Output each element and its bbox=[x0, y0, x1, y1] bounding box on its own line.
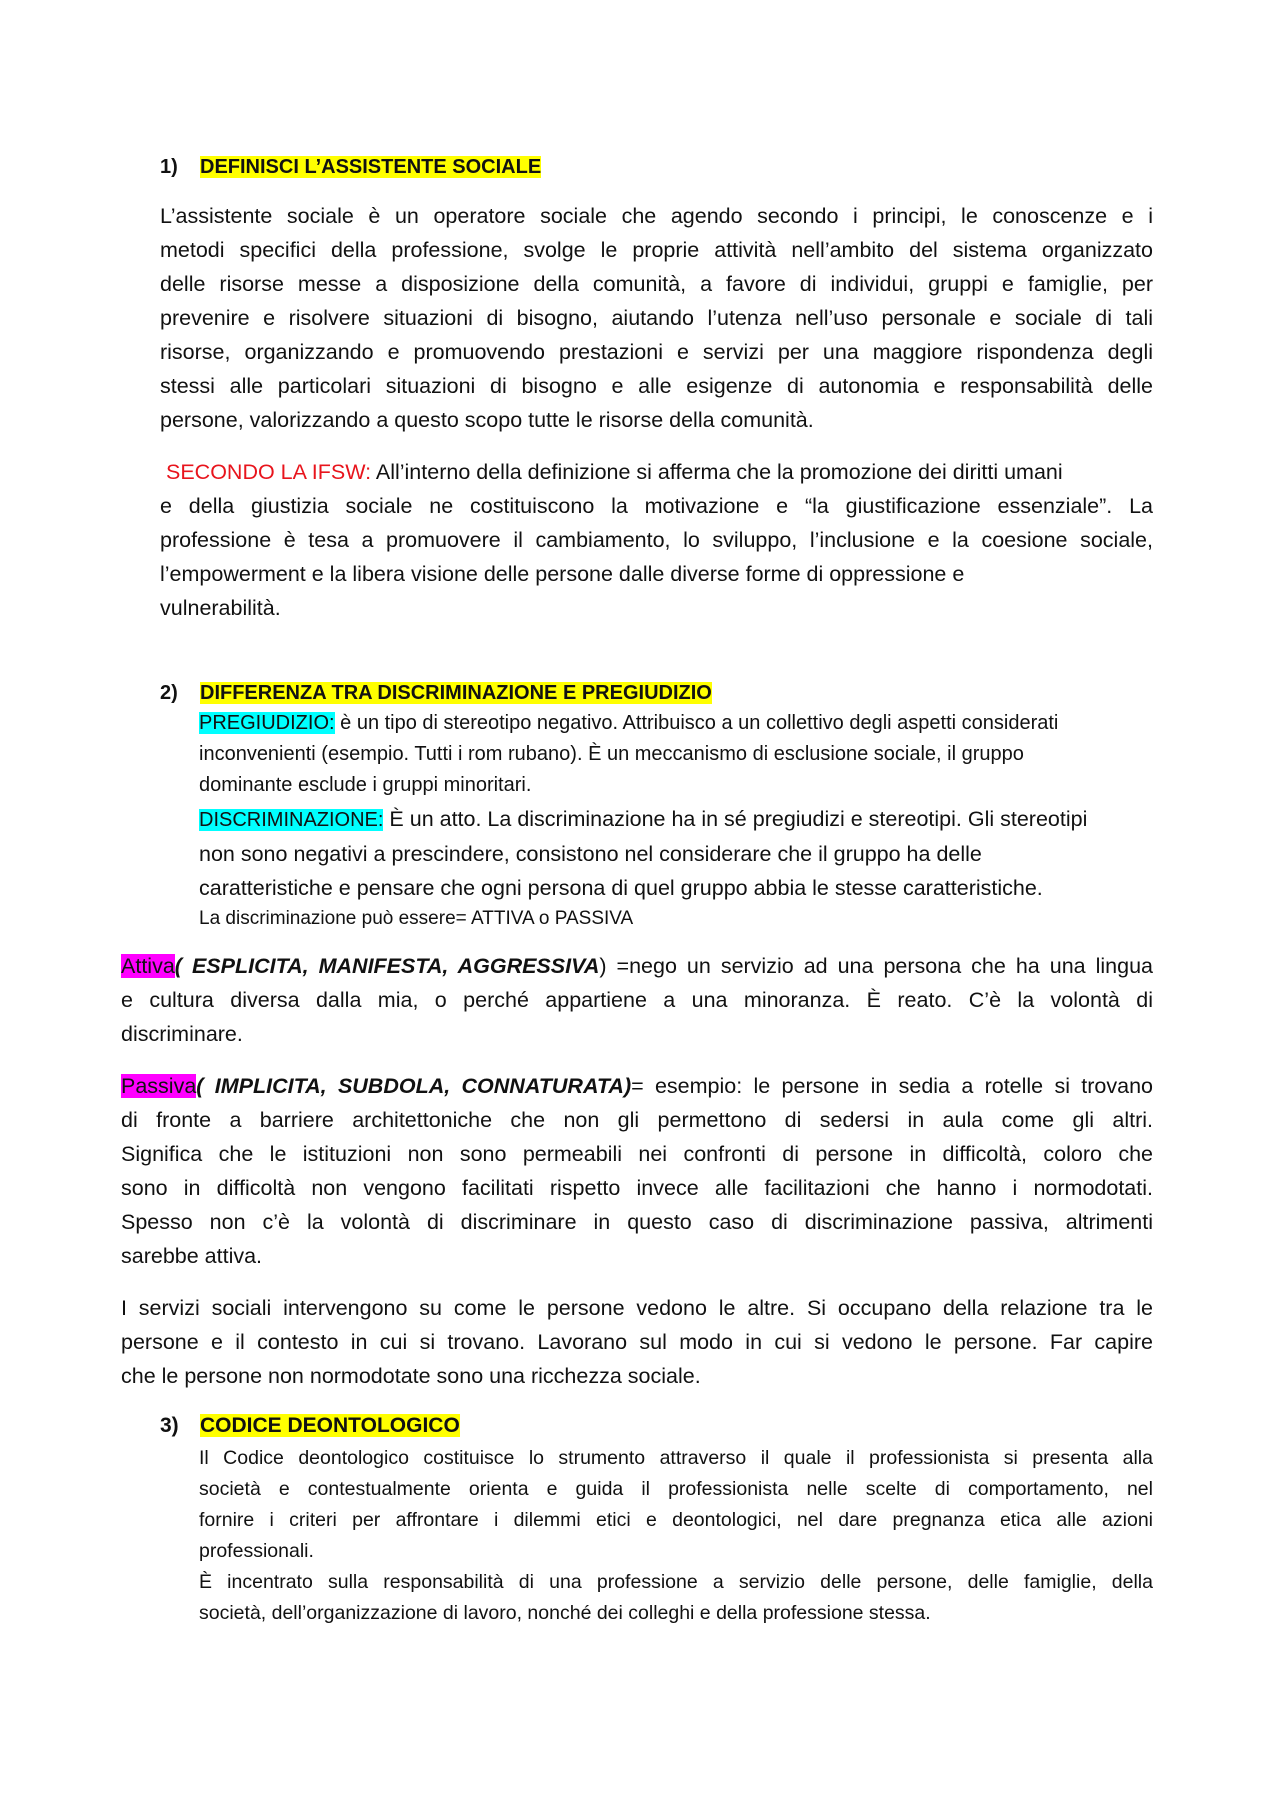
section-1-heading bbox=[160, 154, 541, 180]
passiva-first-line bbox=[121, 1069, 1153, 1103]
passiva-line: sarebbe attiva. bbox=[121, 1244, 263, 1268]
attiva-first-text: ) =nego un servizio ad una persona che ha una lingua bbox=[599, 954, 1153, 978]
definition-line: stessi alle particolari situazioni di bisogno e alle esigenze di autonomia e responsabilità delle bbox=[160, 374, 1153, 398]
codice-line: società, dell’organizzazione di lavoro, nonché dei colleghi e della professione stessa. bbox=[199, 1602, 931, 1624]
codice-line: fornire i criteri per affrontare i dilemmi etici e deontologici, nel dare pregnanza etica alle azioni bbox=[199, 1509, 1153, 1531]
passiva-first-text: = esempio: le persone in sedia a rotelle si trovano bbox=[631, 1074, 1153, 1098]
ifsw-first-text: All’interno della definizione si afferma che la promozione dei diritti umani bbox=[371, 460, 1063, 484]
attiva-line: discriminare. bbox=[121, 1022, 243, 1046]
definition-line: L’assistente sociale è un operatore sociale che agendo secondo i principi, le conoscenze e i bbox=[160, 204, 1153, 228]
codice-line: Il Codice deontologico costituisce lo strumento attraverso il quale il professionista si presenta alla bbox=[199, 1447, 1153, 1469]
attiva-paragraph bbox=[121, 949, 1153, 1051]
ifsw-line: vulnerabilità. bbox=[160, 596, 281, 620]
passiva-line: di fronte a barriere architettoniche che non gli permettono di sedersi in aula come gli altri. bbox=[121, 1108, 1153, 1132]
passiva-line: Spesso non c’è la volontà di discriminare in questo caso di discriminazione passiva, altrimenti bbox=[121, 1210, 1153, 1234]
passiva-label: Passiva bbox=[121, 1074, 197, 1098]
codice-line: È incentrato sulla responsabilità di una professione a servizio delle persone, delle famiglie, della bbox=[199, 1571, 1153, 1593]
section-1-definition bbox=[160, 199, 1153, 437]
servizi-paragraph bbox=[121, 1291, 1153, 1393]
section-3-number: 3) bbox=[160, 1414, 179, 1437]
section-2-title: DIFFERENZA TRA DISCRIMINAZIONE E PREGIUDIZIO bbox=[200, 682, 712, 704]
section-1-title: DEFINISCI L’ASSISTENTE SOCIALE bbox=[200, 156, 542, 178]
definition-line: persone, valorizzando a questo scopo tutte le risorse della comunità. bbox=[160, 408, 814, 432]
attiva-label: Attiva bbox=[121, 954, 175, 978]
discriminazione-label: DISCRIMINAZIONE: bbox=[199, 809, 384, 831]
section-3-heading bbox=[160, 1413, 460, 1439]
ifsw-line: l’empowerment e la libera visione delle persone dalle diverse forme di oppressione e bbox=[160, 562, 965, 586]
ifsw-label: SECONDO LA IFSW: bbox=[165, 460, 372, 484]
definition-line: metodi specifici della professione, svolge le proprie attività nell’ambito del sistema organizzato bbox=[160, 238, 1153, 262]
pregiudizio-paragraph bbox=[199, 708, 1153, 801]
attiva-line: e cultura diversa dalla mia, o perché appartiene a una minoranza. È reato. C’è la volontà di bbox=[121, 988, 1153, 1012]
section-2-number: 2) bbox=[160, 682, 178, 704]
discriminazione-first-text: È un atto. La discriminazione ha in sé pregiudizi e stereotipi. Gli stereotipi bbox=[383, 807, 1088, 831]
passiva-line: sono in difficoltà non vengono facilitati rispetto invece alle facilitazioni che hanno i normodotati. bbox=[121, 1176, 1153, 1200]
ifsw-line: professione è tesa a promuovere il cambiamento, lo sviluppo, l’inclusione e la coesione sociale, bbox=[160, 528, 1153, 552]
codice-line: professionali. bbox=[199, 1540, 314, 1562]
pregiudizio-label: PREGIUDIZIO: bbox=[199, 712, 335, 734]
definition-line: prevenire e risolvere situazioni di bisogno, aiutando l’utenza nell’uso personale e sociale di tali bbox=[160, 306, 1153, 330]
discriminazione-first-line bbox=[199, 802, 1153, 837]
discriminazione-line: non sono negativi a prescindere, consistono nel considerare che il gruppo ha delle bbox=[199, 842, 982, 866]
servizi-line: persone e il contesto in cui si trovano. Lavorano sul modo in cui si vedono le persone. Far capire bbox=[121, 1330, 1153, 1354]
attiva-first-line bbox=[121, 949, 1153, 983]
discriminazione-line: caratteristiche e pensare che ogni persona di quel gruppo abbia le stesse caratteristiche. bbox=[199, 876, 1043, 900]
passiva-line: Significa che le istituzioni non sono permeabili nei confronti di persone in difficoltà, coloro che bbox=[121, 1142, 1153, 1166]
pregiudizio-first-line bbox=[199, 708, 1153, 739]
pregiudizio-line: inconvenienti (esempio. Tutti i rom rubano). È un meccanismo di esclusione sociale, il gruppo bbox=[199, 743, 1024, 765]
definition-line: delle risorse messe a disposizione della comunità, a favore di individui, gruppi e famiglie, per bbox=[160, 272, 1153, 296]
servizi-line: I servizi sociali intervengono su come le persone vedono le altre. Si occupano della relazione tra le bbox=[121, 1296, 1153, 1320]
definition-line: risorse, organizzando e promuovendo prestazioni e servizi per una maggiore rispondenza degli bbox=[160, 340, 1153, 364]
discriminazione-paragraph bbox=[199, 802, 1153, 905]
section-2-heading bbox=[160, 680, 712, 706]
pregiudizio-first-text: è un tipo di stereotipo negativo. Attribuisco a un collettivo degli aspetti considerati bbox=[334, 712, 1059, 734]
section-1-ifsw bbox=[160, 455, 1153, 625]
codice-line: società e contestualmente orienta e guida il professionista nelle scelte di comportamento, nel bbox=[199, 1478, 1153, 1500]
discrimination-types-line: La discriminazione può essere= ATTIVA o PASSIVA bbox=[199, 908, 634, 929]
pregiudizio-line: dominante esclude i gruppi minoritari. bbox=[199, 774, 532, 796]
section-1-number: 1) bbox=[160, 156, 178, 178]
servizi-line: che le persone non normodotate sono una ricchezza sociale. bbox=[121, 1364, 701, 1388]
ifsw-first-line bbox=[160, 455, 1153, 489]
codice-paragraph bbox=[199, 1443, 1153, 1629]
passiva-paragraph bbox=[121, 1069, 1153, 1273]
attiva-qualifiers: ( ESPLICITA, MANIFESTA, AGGRESSIVA bbox=[174, 954, 600, 978]
section-3-title: CODICE DEONTOLOGICO bbox=[200, 1414, 460, 1437]
passiva-qualifiers: ( IMPLICITA, SUBDOLA, CONNATURATA) bbox=[196, 1074, 632, 1098]
ifsw-line: e della giustizia sociale ne costituiscono la motivazione e “la giustificazione essenziale”. La bbox=[160, 494, 1153, 518]
